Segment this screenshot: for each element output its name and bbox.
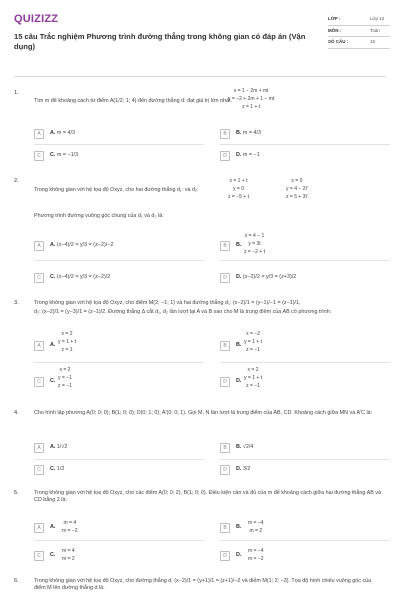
option-letter-box: C [34,465,44,475]
system-line: x = 1 − 2m + mt [233,88,269,94]
option-d[interactable]: D D. m = −1 [220,150,390,164]
question-6 [0,578,400,600]
question-number: 6. [14,578,19,584]
option-b[interactable]: B B. m = −4 m = 2 [220,522,390,536]
option-a[interactable]: A A. m = 4/3 [34,128,204,142]
option-letter-box: B [220,241,230,251]
option-letter-box: A [34,129,44,139]
option-letter-box: C [34,273,44,283]
option-a[interactable]: A A. m = 4 m = −2 [34,522,204,536]
option-d[interactable]: D D. x = 2 y = 1 + t z = −1 [220,376,390,390]
option-c[interactable]: C C. m = 4 m = 2 [34,550,204,564]
option-letter-box: C [34,377,44,387]
option-value: 1/√2 [56,444,68,450]
option-d[interactable]: D D. m = −4 m = −2 [220,550,390,564]
option-value-stack: x = 2 y = −1 z = −1 [58,367,72,389]
option-c[interactable]: C C. m = −1/3 [34,150,204,164]
option-letter-box: D [220,273,230,283]
question-text: Trong không gian với hệ tọa độ Oxyz, cho các điểm A(0; 0; 2), B(1; 0; 0). Điều kiện cần và đủ của m để khoảng cách giữa hai đường thẳng AB và CD bằng 2 là: [34,490,382,504]
option-separator [34,540,204,541]
meta-row-count [328,37,390,49]
question-text: Trong không gian với hệ tọa độ Oxyz, cho đường thẳng d: (x−2)/1 = (y+1)/1 = (z+1)/−2 và điểm M(1; 2; −3). Tọa độ hình chiếu vuông góc của điểm M lên đường thẳng d là: [34,578,372,592]
meta-value: Lớp 12 [370,16,385,21]
system-line: x = 0 [291,178,303,184]
question-2-d2 [286,178,308,201]
option-value: m = 4/3 [56,130,76,136]
question-2 [0,178,400,290]
option-c[interactable]: C C. x = 2 y = −1 z = −1 [34,376,204,390]
option-c[interactable]: C C. 1/2 [34,464,204,478]
option-separator [220,144,390,145]
option-separator [34,144,204,145]
system-line: y = 0 [233,185,244,192]
meta-table [328,14,390,49]
option-value: m = −1 [242,152,260,158]
option-letter-box: C [34,151,44,161]
option-b[interactable]: B B. √2/4 [220,442,390,456]
meta-value: 15 [370,39,376,45]
question-text: Cho hình lập phương A(0; 0; 0); B(1; 0; 0); D(0; 1; 0); A'(0; 0; 1). Gọi M, N lần lượt là trung điểm của AB, CD. Khoảng cách giữa MN và A'C là: [34,410,373,416]
option-letter-box: A [34,523,44,533]
option-letter-box: A [34,443,44,453]
option-letter-box: A [34,341,44,351]
document-title: 15 câu Trắc nghiệm Phương trình đường thẳng trong không gian có đáp án (Vận dụng) [14,32,306,51]
option-separator [34,459,204,460]
option-value-stack: m = 4 m = 2 [62,548,75,562]
option-letter-box: B [220,129,230,139]
option-b[interactable]: B B. x = 4 − 1 y = 3t z = −2 + t [220,240,390,254]
option-d[interactable]: D D. 3/2 [220,464,390,478]
option-letter-box: D [220,551,230,561]
option-value: √2/4 [242,444,254,450]
option-letter-box: D [220,465,230,475]
option-separator [34,362,204,363]
system-line: z = 1 + t [242,103,261,110]
option-separator [220,540,390,541]
option-a[interactable]: A A. x = 2 y = 1 + t z = 1 [34,340,204,354]
option-value: (x−4)/2 = y/3 = (z−2)/−2 [56,242,114,248]
option-b[interactable]: B B. x = −2 y = 1 + t z = −1 [220,340,390,354]
option-letter-box: C [34,551,44,561]
question-text: Trong không gian với hệ tọa độ Oxyz, cho hai đường thẳng d₁: và d₂: [34,187,199,193]
option-value-stack: x = −2 y = 1 + t z = −1 [244,331,263,353]
question-4 [0,410,400,480]
question-1 [0,90,400,170]
header-divider [14,76,386,77]
option-a[interactable]: A A. (x−4)/2 = y/3 = (z−2)/−2 [34,240,204,254]
question-text: Trong không gian với hệ tọa độ Oxyz, cho điểm M(2; −1; 1) và hai đường thẳng d₁: (x−2)/1 = (y−1)/−1 = (z−1)/1, [34,300,301,306]
question-number: 3. [14,300,19,306]
question-text: Tìm m để khoảng cách từ điểm A(1/2; 1; 4) đến đường thẳng d: đạt giá trị lớn nhất. [34,98,232,104]
question-5 [0,490,400,570]
option-value-stack: m = −4 m = 2 [248,520,264,534]
option-letter-box: D [220,151,230,161]
question-subtext: Phương trình đường vuông góc chung của d₁ và d₂ là: [34,213,164,219]
option-separator [220,362,390,363]
option-letter-box: B [220,443,230,453]
question-number: 5. [14,490,19,496]
option-c[interactable]: C C. (x−4)/2 = y/3 = (z−2)/2 [34,272,204,286]
meta-key: SỐ CÂU : [328,39,349,45]
option-value-stack: m = −4 m = −2 [248,548,264,562]
question-number: 1. [14,90,19,96]
option-letter-box: B [220,341,230,351]
option-separator [220,459,390,460]
meta-row-subject [328,26,390,38]
option-a[interactable]: A A. 1/√2 [34,442,204,456]
question-number: 4. [14,410,19,416]
system-line: y = −2 + 2m + 1 − mt [228,95,275,102]
question-3 [0,300,400,400]
system-line: y = 4 − 2t' [286,185,308,192]
option-separator [34,260,204,261]
meta-key: LỚP : [328,16,341,21]
meta-row-class [328,14,390,26]
question-text-continued: d₂: (x−2)/1 = (y−3)/1 = (z−1)/2. Đường thẳng Δ cắt d₁, d₂ lần lượt tại A và B sao cho M là trung điểm của AB có phương trình: [34,309,332,315]
option-value-stack: x = 2 y = 1 + t z = 1 [58,331,77,353]
meta-key: MÔN : [328,27,342,33]
option-value-stack: m = 4 m = −2 [62,520,78,534]
question-number: 2. [14,178,19,184]
option-value: m = −1/3 [56,152,79,158]
option-separator [220,260,390,261]
option-value: 1/2 [56,466,65,472]
option-letter-box: D [220,377,230,387]
option-value: (x−4)/2 = y/3 = (z−2)/2 [56,274,111,280]
option-value: 3/2 [242,466,251,472]
option-value-stack: x = 4 − 1 y = 3t z = −2 + t [244,233,265,255]
meta-value: Toán [370,27,380,33]
option-value-stack: x = 2 y = 1 + t z = −1 [244,367,263,389]
document-header [0,0,400,70]
option-d[interactable]: D D. (x−2)/2 = y/3 = (z+3)/2 [220,272,390,286]
system-line: x = 1 + t [229,178,248,184]
option-value: m = 4/3 [242,130,262,136]
option-letter-box: A [34,241,44,251]
system-line: z = −5 + t [228,193,249,200]
option-letter-box: B [220,523,230,533]
system-line: z = 5 + 3t' [286,193,308,200]
option-value: (x−2)/2 = y/3 = (z+3)/2 [242,274,297,280]
quizizz-logo: QUIZIZZ [14,13,59,25]
option-b[interactable]: B B. m = 4/3 [220,128,390,142]
